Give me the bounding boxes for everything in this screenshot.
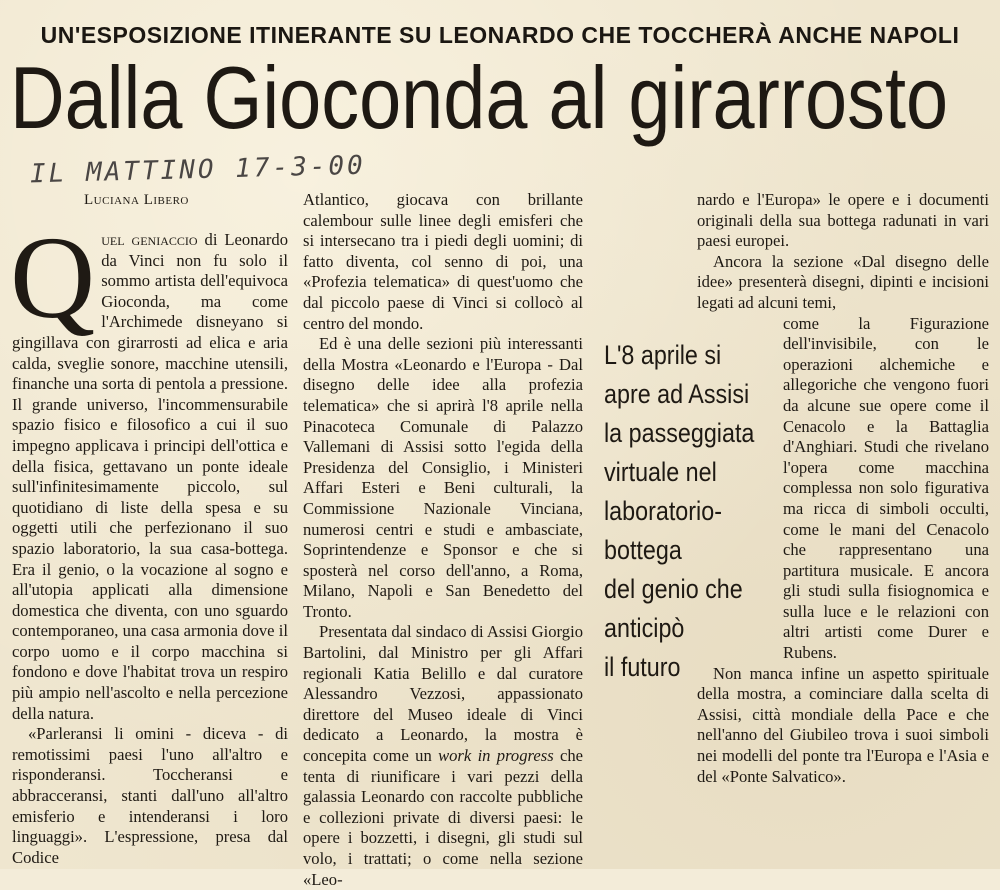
lead-in: uel geniaccio — [101, 230, 198, 249]
kicker: UN'ESPOSIZIONE ITINERANTE SU LEONARDO CHE TOCCHERÀ ANCHE NAPOLI — [40, 22, 960, 48]
paragraph-text: di Leonardo da Vinci non fu solo il sommo artista dell'equivoca Gioconda, ma come l'Archimede disneyano si gingillava con girarrosti ad elica e aria calda, sveglie sonore, macchine utensili, finanche una sorta di pentola a pressione. Il grande universo, l'incommensurabile spazio fisico e filosofico a cui il suo impegno applicava i principi dell'ottica e della fisica, gettavano un ponte ideale sull'infinitesimamente piccolo, sul quotidiano di liste della spesa e su oggetti utili che perfezionano il suo spazio laboratorio, la sua casa-bottega. Era il genio, o la vocazione al sogno e all'utopia applicati alla dimensione domestica che diventa, con uno sguardo contemporaneo, una casa armonia dove il corpo uomo e il corpo macchina si fondono e dove l'habitat trova un respiro più ampio nell'ascolto e nella percezione della natura. — [12, 230, 288, 723]
paragraph: nardo e l'Europa» le opere e i documenti originali della sua bottega radunati in vari paesi europei. — [697, 190, 989, 251]
pull-quote-line: del genio che — [604, 574, 743, 604]
pull-quote-line: L'8 aprile si — [604, 340, 722, 370]
paragraph — [10, 212, 288, 724]
paragraph-text: Ancora la sezione «Dal disegno delle idee» presenterà disegni, dipinti e incisioni legati ad alcuni temi, — [697, 251, 989, 312]
paragraph — [303, 622, 583, 890]
paragraph: Ed è una delle sezioni più interessanti della Mostra «Leonardo e l'Europa - Dal disegno delle idee alla profezia telematica» che si aprirà l'8 aprile nella Pinacoteca Comunale di Palazzo Vallemani di Assisi sotto l'egida della Presidenza del Consiglio, i Ministeri Affari Esteri e Beni culturali, la Commissione Nazionale Vinciana, numerosi centri e studi e ambasciate, Soprintendenze e Sponsor e che si sposterà nel corso dell'anno, a Roma, Milano, Napoli e San Benedetto del Tronto. — [303, 334, 583, 621]
drop-cap: Q — [10, 212, 96, 343]
pull-quote-line: laboratorio- — [604, 496, 722, 526]
pull-quote-line: la passeggiata — [604, 418, 755, 448]
paragraph-text: che tenta di riunificare i vari pezzi della galassia Leonardo con raccolte pubbliche e collezioni private di diversi paesi: le opere i bozzetti, i disegni, gli studi sul volo, i trattati; o come nella sezione «Leo- — [303, 746, 584, 889]
article-column-3 — [697, 190, 989, 787]
byline: Luciana Libero — [84, 192, 189, 208]
paragraph-text: Presentata dal sindaco di Assisi Giorgio Bartolini, dal Ministro per gli Affari regionali Katia Belillo e dal curatore Alessandro Vezzosi, appassionato direttore del Museo ideale di Vinci dedicato a Leonardo, la mostra è concepita come un — [303, 622, 583, 766]
article-column-2 — [303, 190, 583, 890]
paragraph: Atlantico, giocava con brillante calembour sulle linee degli emisferi che si intersecano tra i piedi degli uomini; di fatto diventa, col senno di poi, una «Profezia telematica» di quest'uomo che dal piccolo paese di Vinci si collocò al centro del mondo. — [303, 190, 583, 333]
handwritten-date-note: IL MATTINO 17-3-00 — [29, 150, 367, 190]
paragraph: Non manca infine un aspetto spirituale della mostra, a cominciare dalla scelta di Assisi, città mondiale della Pace e che nell'anno del Giubileo trova i suoi simboli nei modelli del ponte tra l'Europa e l'Asia e del «Ponte Salvatico». — [697, 663, 989, 786]
paragraph: «Parleransi li omini - diceva - di remotissimi paesi l'uno all'altro e risponderansi. Toccheransi e abbracceransi, stanti dall'uno all'altro emisferio e intenderansi i loro linguaggi». L'espressione, presa dal Codice — [12, 724, 288, 867]
pull-quote-line: bottega — [604, 535, 682, 565]
pull-quote-line: virtuale nel — [604, 457, 717, 487]
pull-quote-line: il futuro — [604, 652, 681, 682]
pull-quote-line: anticipò — [604, 613, 685, 643]
paragraph — [697, 252, 989, 314]
paragraph-text: come la Figurazione dell'invisibile, con le operazioni alchemiche e allegoriche che vengono fuori da alcune sue opere come il Cenacolo e la Battaglia d'Anghiari. Studi che rivelano l'opera come macchina complessa non solo figurativa ma ricca di simboli occulti, come le mani del Cenacolo che rappresentano una partitura musicale. E ancora gli studi sulla fisiognomica e sulla luce e le relazioni con altri artisti come Durer e Rubens. — [783, 313, 989, 663]
article-column-1 — [10, 212, 288, 868]
pull-quote-line: apre ad Assisi — [604, 379, 750, 409]
headline: Dalla Gioconda al girarrosto — [10, 48, 949, 147]
italic-phrase: work in progress — [438, 746, 554, 766]
paragraph-wrapped — [783, 314, 989, 664]
